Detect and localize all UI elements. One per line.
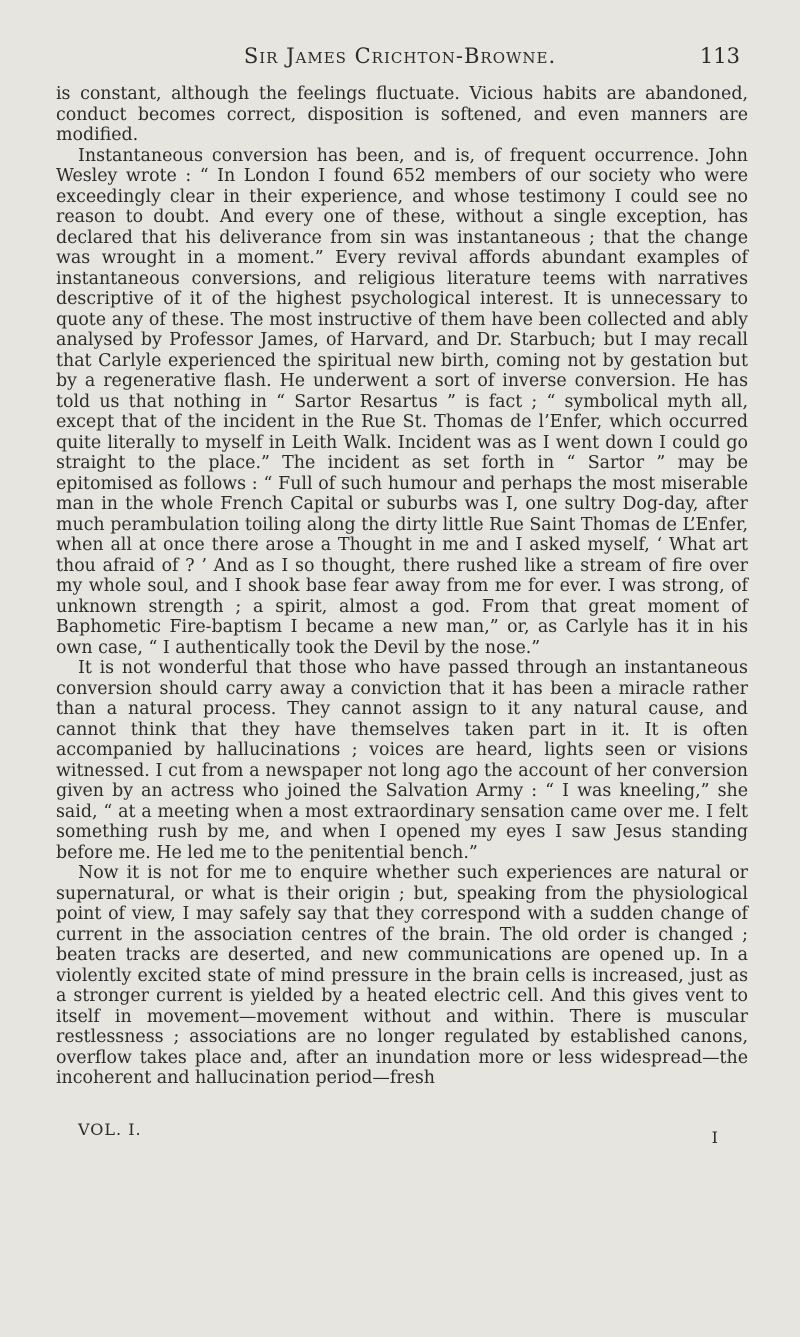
paragraph-2: Instantaneous conversion has been, and is, of frequent occurrence. John Wesley wrote : “ In London I found 652 members of our society who were exceedingly clear in their experience, and whose testimony I could see no reason to doubt. And every one of these, without a single exception, has declared that his deliverance from sin was instantaneous ; that the change was wrought in a moment.” Every revival affords abundant examples of instantaneous conversions, and religious literature teems with narratives descriptive of it of the highest psychological interest. It is unnecessary to quote any of these. The most instructive of them have been collected and ably analysed by Professor James, of Harvard, and Dr. Starbuch; but I may recall that Carlyle experienced the spiritual new birth, coming not by gestation but by a regenerative flash. He underwent a sort of inverse conversion. He has told us that nothing in “ Sartor Resartus ” is fact ; “ symbolical myth all, except that of the incident in the Rue St. Thomas de l’Enfer, which occurred quite literally to myself in Leith Walk. Incident was as I went down I could go straight to the place.” The incident as set forth in “ Sartor ” may be epitomised as follows : “ Full of such humour and perhaps the most miserable man in the whole French Capital or suburbs was I, one sultry Dog-day, after much perambulation toiling along the dirty little Rue Saint Thomas de L’Enfer, when all at once there arose a Thought in me and I asked myself, ‘ What art thou afraid of ? ’ And as I so thought, there rushed like a stream of fire over my whole soul, and I shook base fear away from me for ever. I was strong, of unknown strength ; a spirit, almost a god. From that great moment of Baphometic Fire-baptism I became a new man,” or, as Carlyle has it in his own case, “ I authentically took the Devil by the nose.”: [56, 145, 748, 658]
paragraph-4: Now it is not for me to enquire whether such experiences are natural or supernatural, or what is their origin ; but, speaking from the physiological point of view, I may safely say that they correspond with a sudden change of current in the association centres of the brain. The old order is changed ; beaten tracks are deserted, and new communications are opened up. In a violently excited state of mind pressure in the brain cells is increased, just as a stronger current is yielded by a heated electric cell. And this gives vent to itself in movement—movement without and within. There is muscular restlessness ; associations are no longer regulated by established canons, overflow takes place and, after an inundation more or less widespread—the incoherent and hallucination period—fresh: [56, 863, 748, 1088]
page-number: 113: [699, 44, 740, 68]
body-text: [56, 84, 748, 1089]
running-head: [0, 44, 800, 74]
running-title: Sir James Crichton-Browne.: [243, 44, 557, 68]
paragraph-1: is constant, although the feelings fluctuate. Vicious habits are abandoned, conduct becomes correct, disposition is softened, and even manners are modified.: [56, 84, 748, 145]
sheet-letter: I: [711, 1128, 718, 1147]
page-footer: [78, 1120, 718, 1148]
volume-signature: VOL. I.: [78, 1120, 142, 1139]
paragraph-3: It is not wonderful that those who have passed through an instantaneous conversion should carry away a conviction that it has been a miracle rather than a natural process. They cannot assign to it any natural cause, and cannot think that they have themselves taken part in it. It is often accompanied by hallucinations ; voices are heard, lights seen or visions witnessed. I cut from a newspaper not long ago the account of her conversion given by an actress who joined the Salvation Army : “ I was kneeling,” she said, “ at a meeting when a most extraordinary sensation came over me. I felt something rush by me, and when I opened my eyes I saw Jesus standing before me. He led me to the penitential bench.”: [56, 658, 748, 863]
